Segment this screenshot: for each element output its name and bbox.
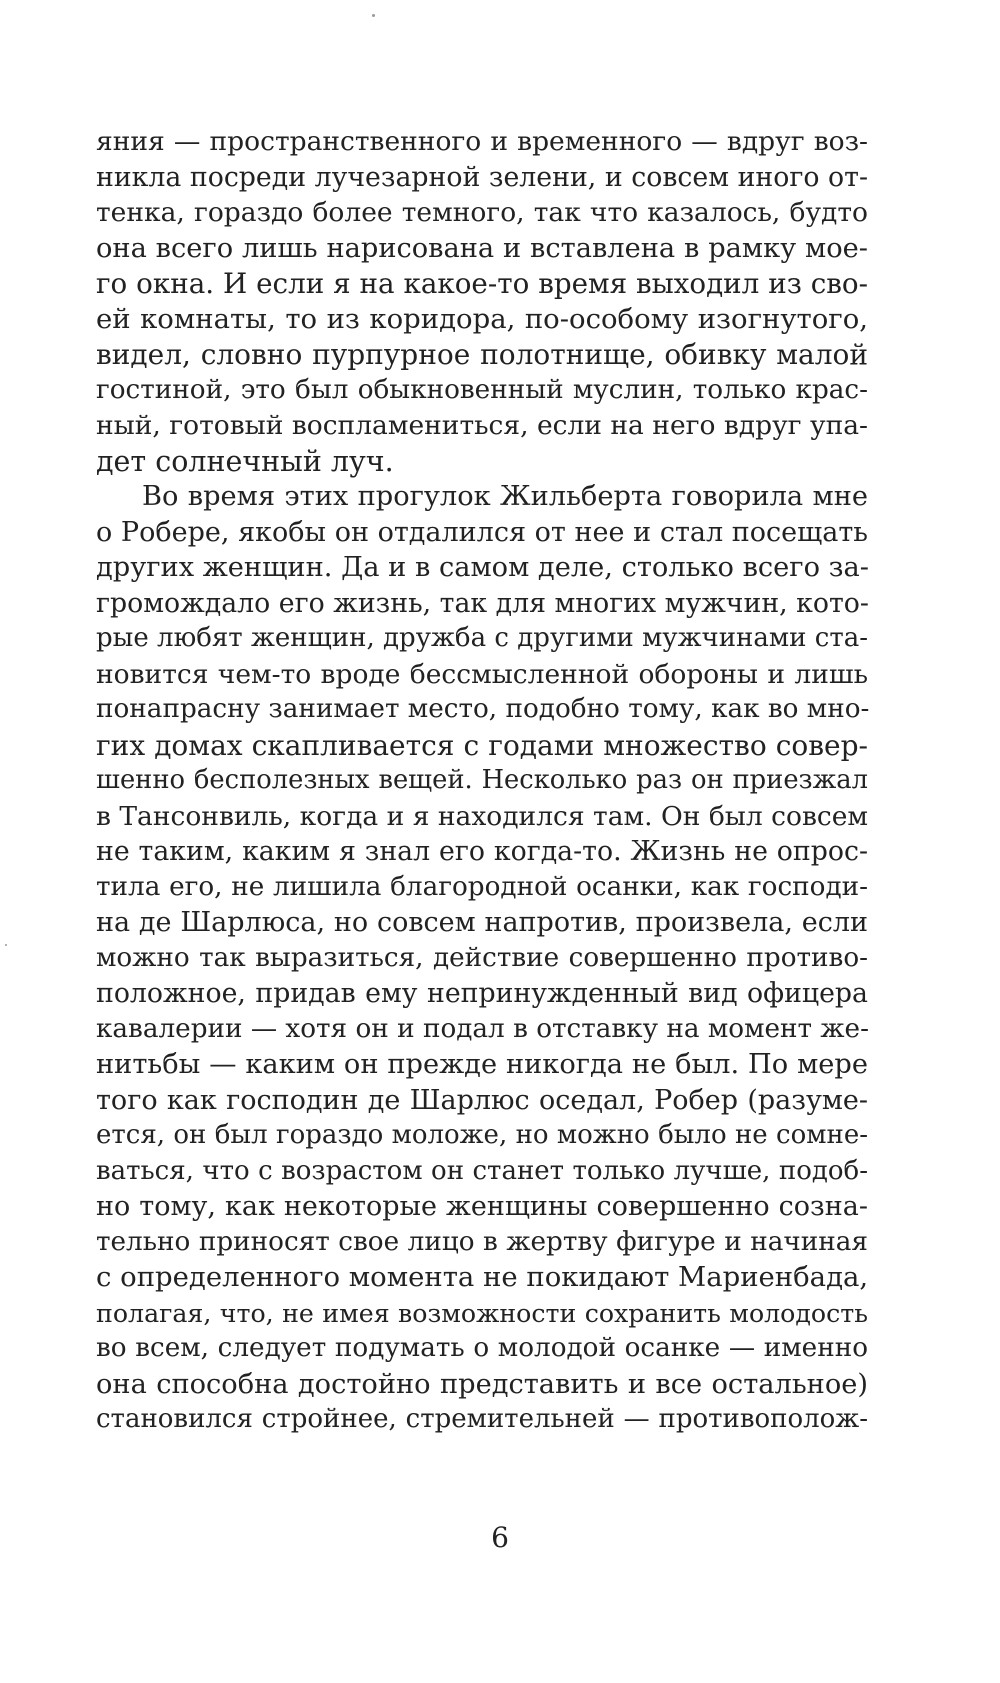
text-line: гостиной, это был обыкновенный муслин, только крас- (96, 374, 868, 405)
text-line: ный, готовый воспламениться, если на него вдруг упа- (96, 410, 868, 441)
text-line: громождало его жизнь, так для многих мужчин, кото- (96, 587, 869, 619)
text-line: тила его, не лишила благородной осанки, как господи- (96, 871, 868, 902)
scan-speck (372, 14, 375, 17)
page-number: 6 (491, 1521, 509, 1554)
text-line: го окна. И если я на какое-то время выходил из сво- (96, 267, 868, 300)
text-line: ваться, что с возрастом он станет только лучше, подоб- (96, 1155, 868, 1186)
paragraph-first-line: Во время этих прогулок Жильберта говорила мне (142, 481, 868, 512)
text-line: тенка, гораздо более темного, так что казалось, будто (96, 197, 868, 228)
text-line: полагая, что, не имея возможности сохранить молодость (96, 1298, 868, 1328)
text-line: кавалерии — хотя он и подал в отставку на момент же- (96, 1013, 869, 1044)
text-line: ей комнаты, то из коридора, по-особому изогнутого, (96, 302, 868, 335)
text-line: видел, словно пурпурное полотнище, обивку малой (96, 338, 868, 371)
text-line: новится чем-то вроде бессмысленной обороны и лишь (96, 658, 868, 690)
paragraph-end-line: дет солнечный луч. (96, 444, 394, 478)
text-line: понапрасну занимает место, подобно тому, как во мно- (96, 694, 870, 724)
text-line: шенно бесполезных вещей. Несколько раз он приезжал (96, 765, 868, 795)
text-line: других женщин. Да и в самом деле, столько всего за- (96, 552, 869, 583)
text-line: тельно приносят свое лицо в жертву фигуре и начиная (96, 1226, 868, 1257)
text-line: того как господин де Шарлюс оседал, Робер (разуме- (96, 1084, 868, 1116)
text-line: ется, он был гораздо моложе, но можно было не сомне- (96, 1120, 868, 1150)
text-line: во всем, следует подумать о молодой осанке — именно (96, 1333, 868, 1363)
text-line: о Робере, якобы он отдалился от нее и стал посещать (96, 516, 868, 548)
text-line: с определенного момента не покидают Мариенбада, (96, 1261, 869, 1293)
text-line: не таким, каким я знал его когда-то. Жизнь не опрос- (96, 836, 868, 867)
body-text (96, 124, 868, 1438)
text-line: гих домах скапливается с годами множество совер- (96, 728, 868, 762)
text-line: но тому, как некоторые женщины совершенно созна- (96, 1191, 868, 1222)
text-line: можно так выразиться, действие совершенно противо- (96, 942, 868, 973)
text-line: никла посреди лучезарной зелени, и совсем иного от- (96, 161, 868, 193)
text-line: становился стройнее, стремительней — противополож- (96, 1404, 868, 1434)
text-line: в Тансонвиль, когда и я находился там. Он был совсем (96, 800, 868, 832)
scan-speck (5, 944, 7, 946)
text-line: на де Шарлюса, но совсем напротив, произвела, если (96, 907, 868, 938)
text-line: яния — пространственного и временного — вдруг воз- (96, 126, 868, 157)
text-line: нитьбы — каким он прежде никогда не был. По мере (96, 1049, 868, 1080)
text-line: рые любят женщин, дружба с другими мужчинами ста- (96, 623, 868, 653)
text-line: положное, придав ему непринужденный вид офицера (96, 978, 868, 1009)
text-line: она всего лишь нарисована и вставлена в рамку мое- (96, 232, 868, 264)
text-line: она способна достойно представить и все остальное) (96, 1368, 868, 1400)
